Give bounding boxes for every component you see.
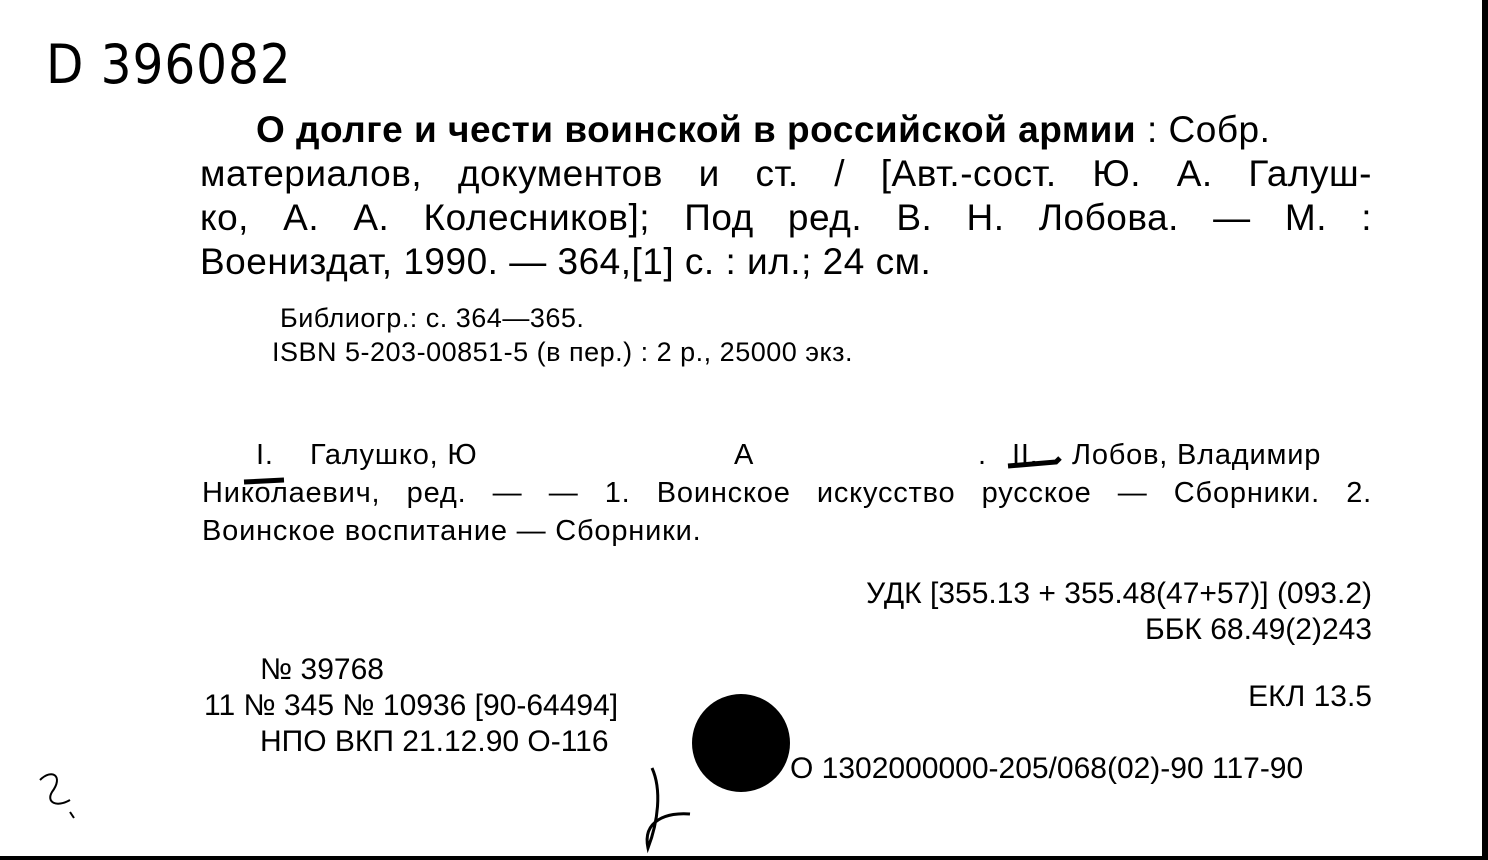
handwritten-signature-mark [647,768,690,848]
handwritten-scribble-number [40,774,74,818]
tracing-initial: А [734,439,755,471]
tracing-dot: . [978,439,987,471]
handwritten-underline-1 [244,480,284,482]
tracing-roman-2: II. [1012,439,1039,471]
tracing-row-3: Воинское воспитание — Сборники. [202,515,702,547]
tracing-name-1: Галушко, Ю [310,439,478,471]
title-line-4: Воениздат, 1990. — 364,[1] с. : ил.; 24 см. [200,241,932,282]
registration-line-2: 11 № 345 № 10936 [90-64494] [204,689,619,722]
title-line-2: материалов, документов и ст. / [Авт.-сост. Ю. А. Галуш- [200,153,1372,194]
tracing-name-2: Лобов, Владимир [1072,439,1322,471]
bibliography-note: Библиогр.: с. 364—365. [280,303,585,333]
handwritten-catalog-id: D 396082 [46,33,292,96]
title-line-3: ко, А. А. Колесников]; Под ред. В. Н. Лобова. — М. : [200,197,1372,238]
ekl-code: ЕКЛ 13.5 [1248,680,1372,713]
handwritten-underline-2 [1008,458,1060,466]
udk-code: УДК [355.13 + 355.48(47+57)] (093.2) [866,577,1372,610]
title-line-1-rest: : Собр. [1146,109,1271,150]
tracing-roman-1: I. [256,439,274,471]
book-title: О долге и чести воинской в российской армии [256,109,1137,150]
registration-line-3: НПО ВКП 21.12.90 О-116 [260,725,609,758]
registration-number: № 39768 [260,653,384,686]
publication-code: О 1302000000-205/068(02)-90 117-90 [790,752,1304,785]
isbn-note: ISBN 5-203-00851-5 (в пер.) : 2 р., 25000 экз. [272,337,854,367]
tracing-row-2: Николаевич, ред. — — 1. Воинское искусство русское — Сборники. 2. [202,477,1372,509]
bbk-code: ББК 68.49(2)243 [1145,613,1372,646]
